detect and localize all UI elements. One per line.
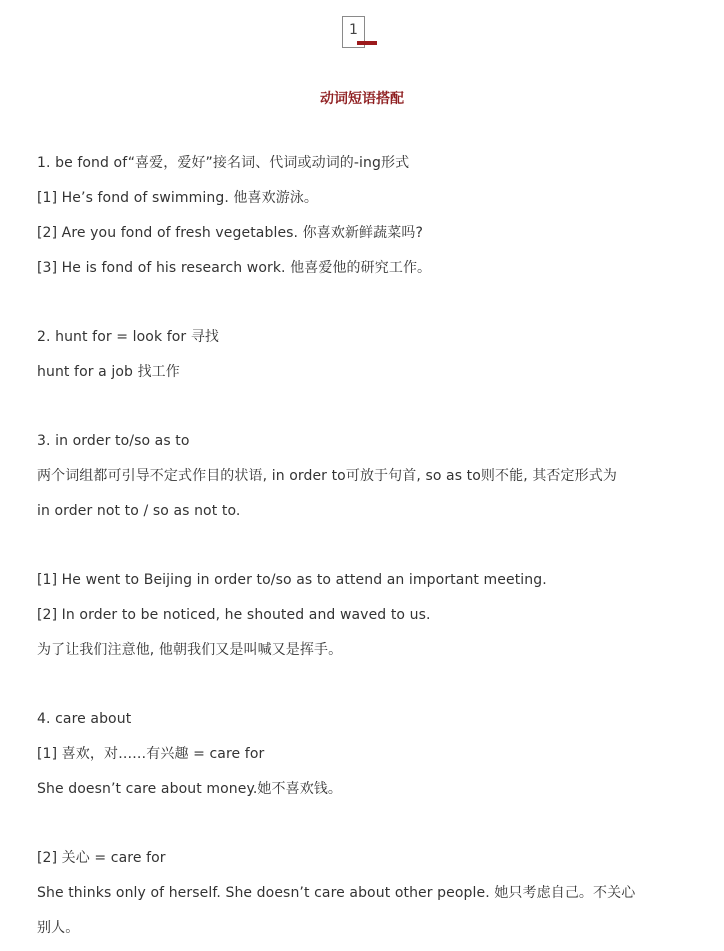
example-line: [1] He went to Beijing in order to/so as to attend an important meeting. [37,572,547,588]
translation-line: 为了让我们注意他, 他朝我们又是叫喊又是挥手。 [37,642,343,658]
section-title: 动词短语搭配 [320,91,404,107]
example-line: 别人。 [37,920,80,936]
meaning-line: [1] 喜欢，对……有兴趣 = care for [37,746,265,762]
point-1-heading: 1. be fond of“喜爱，爱好”接名词、代词或动词的-ing形式 [37,155,410,171]
explanation-line: in order not to / so as not to. [37,503,241,519]
explanation-line: 两个词组都可引导不定式作目的状语, in order to可放于句首, so as to则不能, 其否定形式为 [37,468,617,484]
point-4-heading: 4. care about [37,711,132,727]
example-line: hunt for a job 找工作 [37,364,180,380]
example-line: She thinks only of herself. She doesn’t care about other people. 她只考虑自己。不关心 [37,885,636,901]
accent-bar [357,41,377,45]
point-3-heading: 3. in order to/so as to [37,433,190,449]
example-line: [1] He’s fond of swimming. 他喜欢游泳。 [37,190,319,206]
section-number: 1 [349,22,358,38]
example-line: [2] In order to be noticed, he shouted and waved to us. [37,607,431,623]
example-line: [3] He is fond of his research work. 他喜爱他的研究工作。 [37,260,432,276]
example-line: [2] Are you fond of fresh vegetables. 你喜欢新鲜蔬菜吗? [37,225,423,241]
example-line: She doesn’t care about money.她不喜欢钱。 [37,781,343,797]
meaning-line: [2] 关心 = care for [37,850,166,866]
section-number-badge [342,16,365,48]
point-2-heading: 2. hunt for = look for 寻找 [37,329,220,345]
